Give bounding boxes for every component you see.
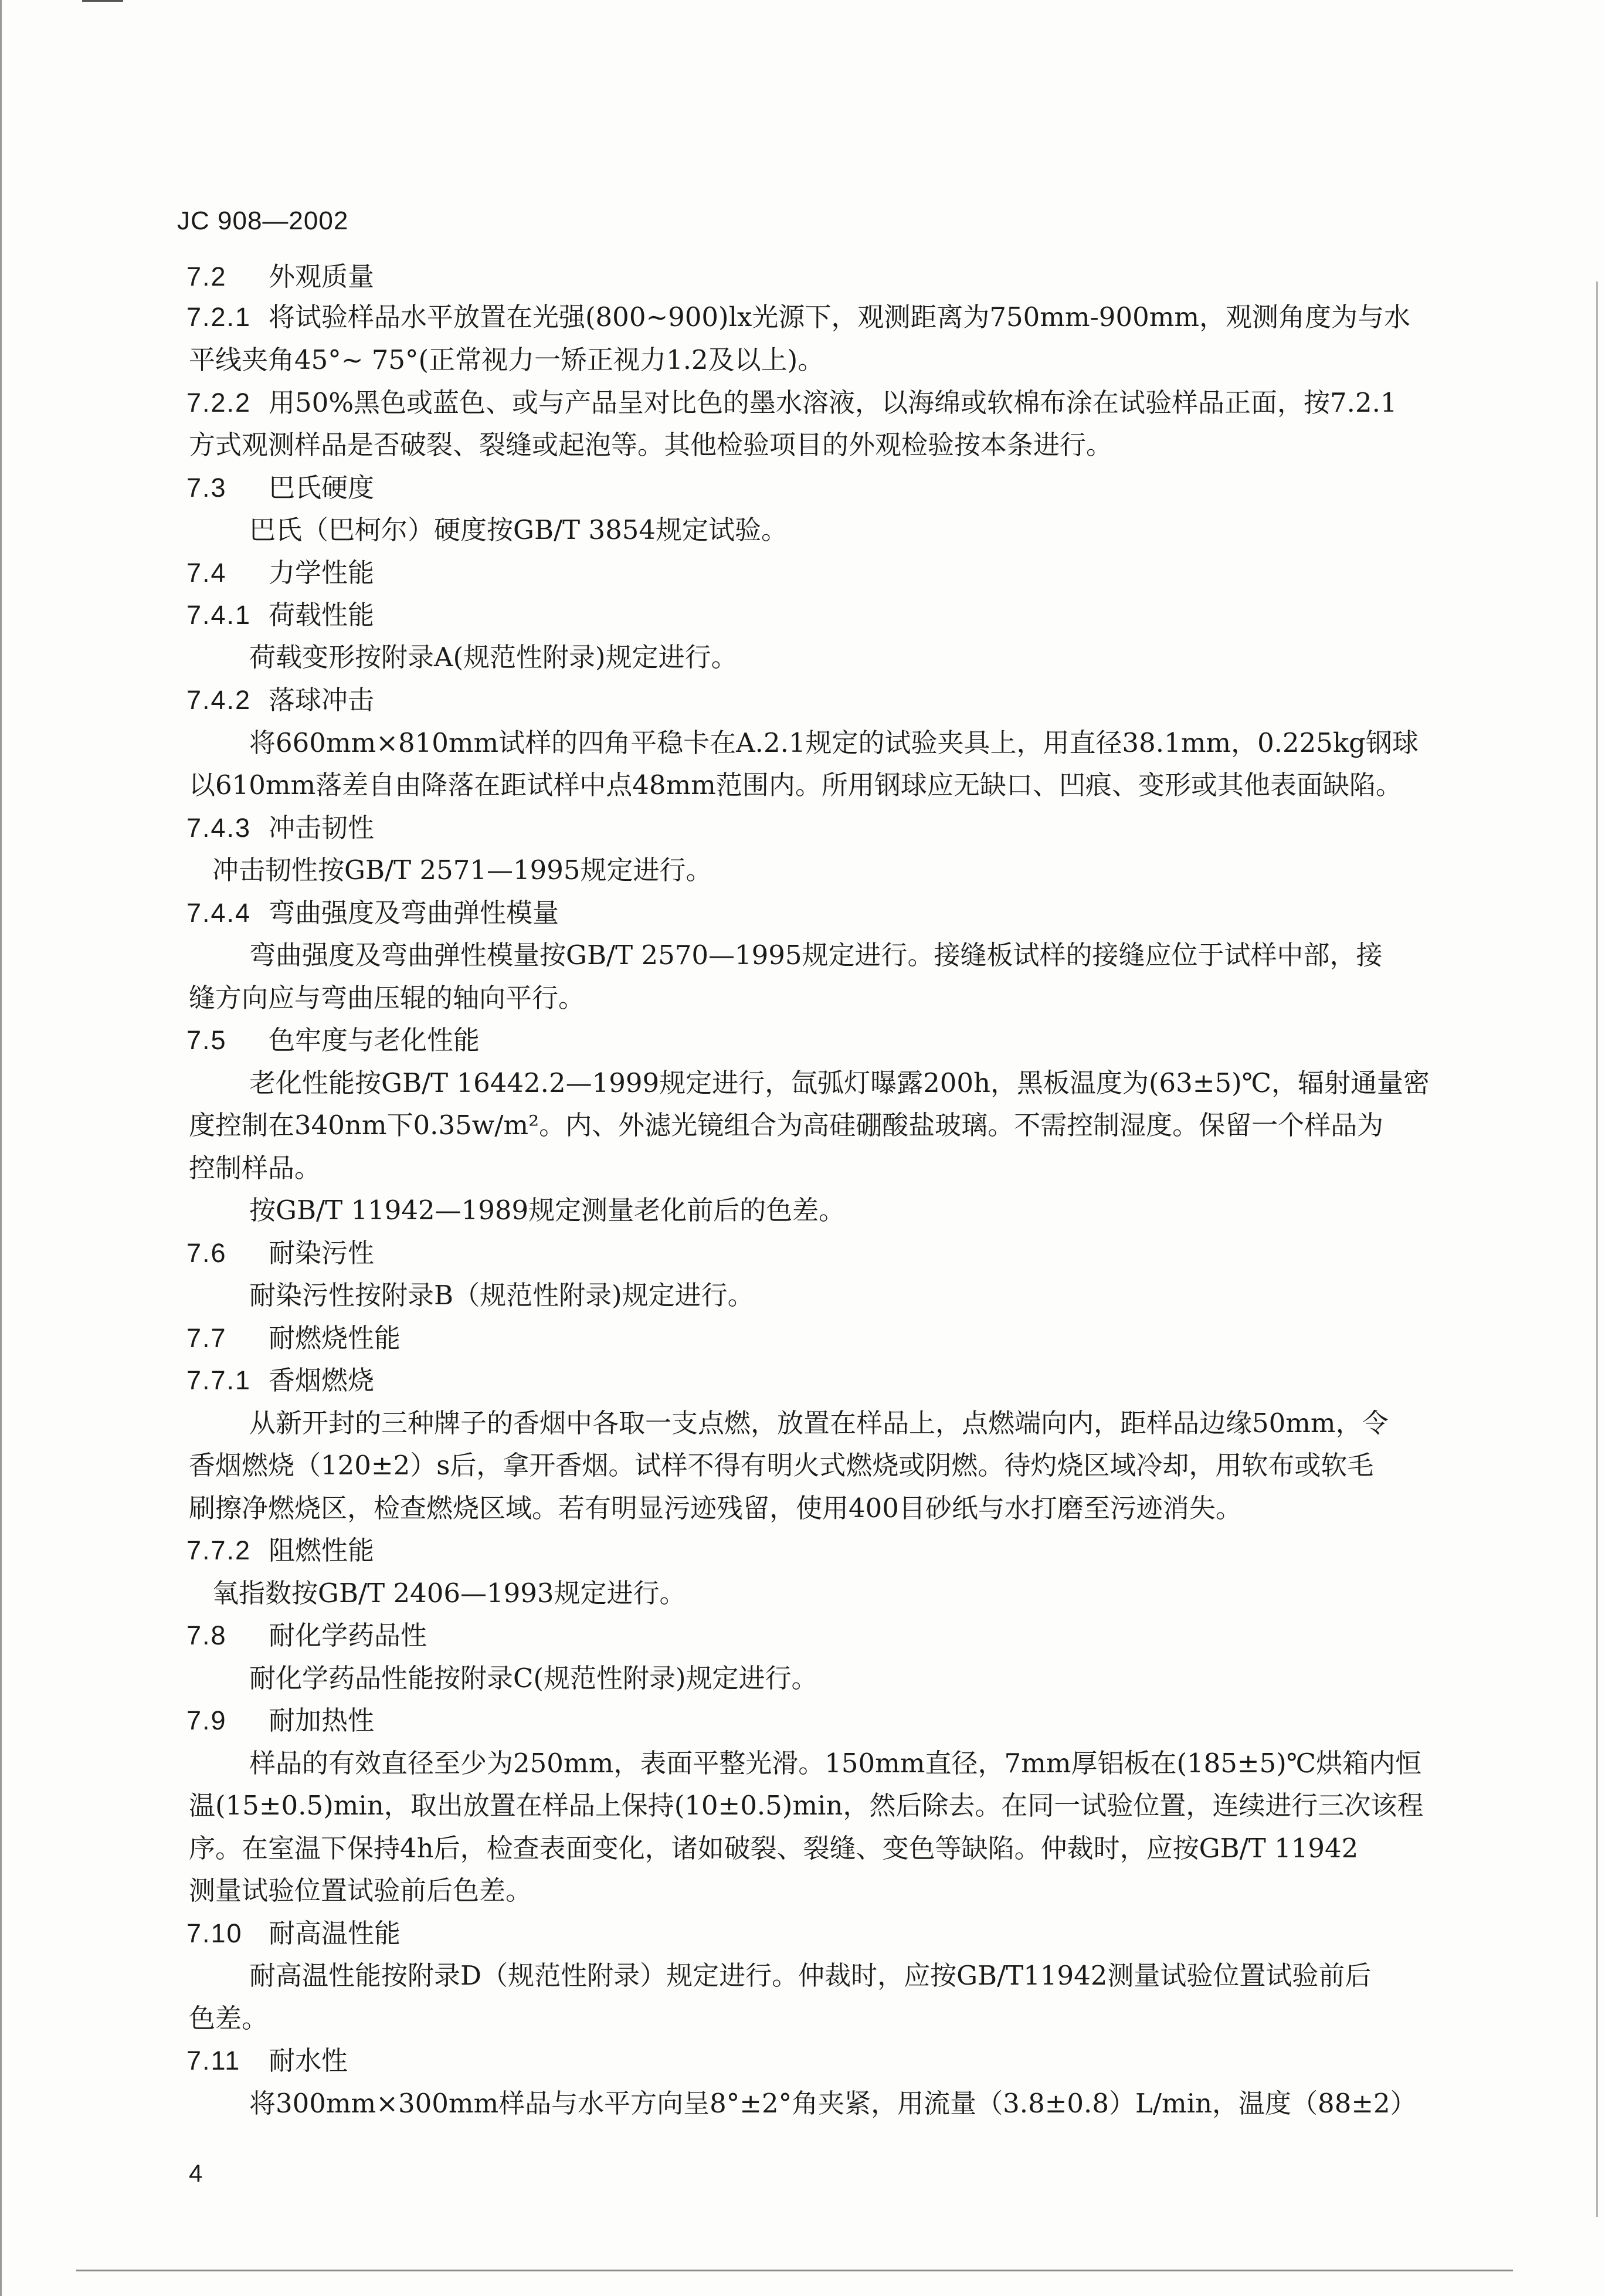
paragraph-line: 弯曲强度及弯曲弹性模量按GB/T 2570—1995规定进行。接缝板试样的接缝应位于试样中部，接 [249,940,1383,971]
heading-7-4-4: 7.4.4 弯曲强度及弯曲弹性模量 [186,897,559,928]
page-number: 4 [189,2159,203,2187]
heading-7-4-2: 7.4.2 落球冲击 [186,684,375,715]
paragraph-line: 巴氏（巴柯尔）硬度按GB/T 3854规定试验。 [249,514,788,545]
paragraph-line: 色差。 [189,2003,269,2034]
heading-7-7-1: 7.7.1 香烟燃烧 [186,1365,375,1396]
paragraph-line: 将660mm×810mm试样的四角平稳卡在A.2.1规定的试验夹具上，用直径38.1mm，0.225kg钢球 [249,727,1419,758]
paragraph-line: 测量试验位置试验前后色差。 [189,1875,532,1906]
paragraph-line: 冲击韧性按GB/T 2571—1995规定进行。 [212,854,712,886]
paragraph-line: 香烟燃烧（120±2）s后，拿开香烟。试样不得有明火式燃烧或阴燃。待灼烧区域冷却，用软布或软毛 [189,1450,1374,1481]
heading-7-4-3: 7.4.3 冲击韧性 [186,812,375,843]
paragraph-line: 耐染污性按附录B（规范性附录)规定进行。 [249,1280,754,1311]
paragraph-line: 将300mm×300mm样品与水平方向呈8°±2°角夹紧，用流量（3.8±0.8）L/min，温度（88±2） [249,2088,1417,2119]
paragraph-line: 耐高温性能按附录D（规范性附录）规定进行。仲裁时，应按GB/T11942测量试验位置试验前后 [249,1960,1372,1991]
paragraph-line: 度控制在340nm下0.35w/m²。内、外滤光镜组合为高硅硼酸盐玻璃。不需控制湿度。保留一个样品为 [189,1110,1384,1141]
doc-code-header: JC 908—2002 [177,206,349,235]
heading-7-5: 7.5 色牢度与老化性能 [186,1025,480,1056]
paragraph-line: 刷擦净燃烧区，检查燃烧区域。若有明显污迹残留，使用400目砂纸与水打磨至污迹消失。 [189,1493,1242,1524]
paragraph-line: 按GB/T 11942—1989规定测量老化前后的色差。 [249,1195,846,1226]
paragraph-line: 从新开封的三种牌子的香烟中各取一支点燃，放置在样品上，点燃端向内，距样品边缘50mm，令 [249,1408,1389,1439]
heading-7-7-2: 7.7.2 阻燃性能 [186,1535,375,1566]
heading-7-4-1: 7.4.1 荷载性能 [186,599,375,630]
paragraph-line: 方式观测样品是否破裂、裂缝或起泡等。其他检验项目的外观检验按本条进行。 [189,429,1113,460]
paragraph-line: 平线夹角45°~ 75°(正常视力一矫正视力1.2及以上)。 [189,344,824,375]
heading-7-9: 7.9 耐加热性 [186,1705,375,1736]
paragraph-line: 控制样品。 [189,1152,321,1183]
right-edge-rule [1596,282,1598,2217]
top-scan-mark [82,0,123,2]
heading-7-11: 7.11 耐水性 [186,2045,348,2076]
paragraph-line: 以610mm落差自由降落在距试样中点48mm范围内。所用钢球应无缺口、凹痕、变形或其他表面缺陷。 [189,769,1402,801]
paragraph-line: 耐化学药品性能按附录C(规范性附录)规定进行。 [249,1663,818,1694]
heading-7-7: 7.7 耐燃烧性能 [186,1322,401,1354]
paragraph-line: 温(15±0.5)min，取出放置在样品上保持(10±0.5)min，然后除去。在同一试验位置，连续进行三次该程 [189,1790,1424,1821]
paragraph-line: 老化性能按GB/T 16442.2—1999规定进行，氙弧灯曝露200h，黑板温度为(63±5)℃，辐射通量密 [249,1067,1430,1098]
heading-7-3: 7.3 巴氏硬度 [186,472,375,503]
paragraph-line: 荷载变形按附录A(规范性附录)规定进行。 [249,642,738,673]
paragraph-line: 氧指数按GB/T 2406—1993规定进行。 [212,1578,686,1609]
heading-7-6: 7.6 耐染污性 [186,1237,375,1269]
bottom-edge-rule [76,2270,1513,2271]
heading-7-2-1: 7.2.1 将试验样品水平放置在光强(800~900)lx光源下，观测距离为750mm-900mm，观测角度为与水 [186,301,1411,333]
heading-7-8: 7.8 耐化学药品性 [186,1620,427,1651]
heading-7-4: 7.4 力学性能 [186,557,375,588]
heading-7-2-2: 7.2.2 用50%黑色或蓝色、或与产品呈对比色的墨水溶液，以海绵或软棉布涂在试验样品正面，按7.2.1 [186,387,1397,418]
heading-7-2: 7.2 外观质量 [186,261,375,292]
paragraph-line: 样品的有效直径至少为250mm，表面平整光滑。150mm直径，7mm厚铝板在(185±5)℃烘箱内恒 [249,1748,1422,1779]
paragraph-line: 缝方向应与弯曲压辊的轴向平行。 [189,982,585,1013]
left-edge-rule [0,0,2,2296]
heading-7-10: 7.10 耐高温性能 [186,1918,401,1949]
paragraph-line: 序。在室温下保持4h后，检查表面变化，诸如破裂、裂缝、变色等缺陷。仲裁时，应按GB/T 11942 [189,1833,1359,1864]
